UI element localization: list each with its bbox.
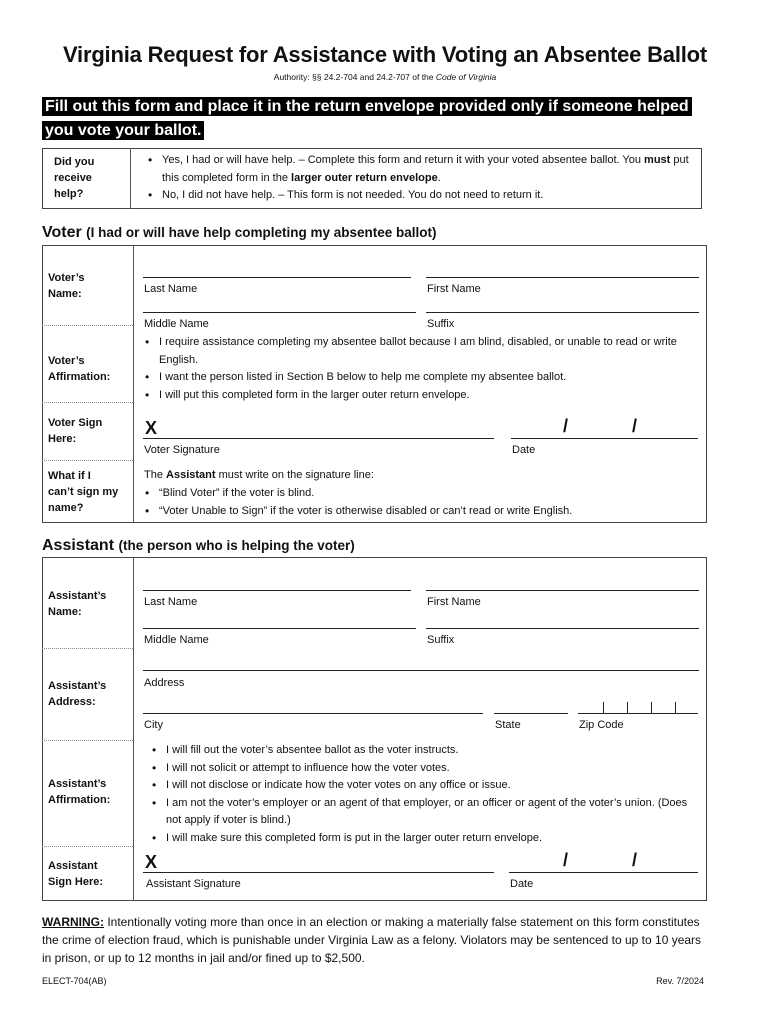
assistant-sign-label: Assistant Sign Here: <box>48 860 104 888</box>
voter-last-name-line[interactable] <box>143 277 411 278</box>
assistant-address-label: Assistant’s Address: <box>48 680 107 708</box>
assistant-affirmation-list <box>150 742 695 847</box>
cant-sign-list <box>143 485 688 520</box>
voter-name-label: Voter’s Name: <box>48 272 85 300</box>
voter-affirmation-list <box>143 334 688 404</box>
assistant-signature-caption: Assistant Signature <box>146 878 241 890</box>
assistant-last-name-line[interactable] <box>143 590 411 591</box>
voter-affirmation-item: • I will put this completed form in the larger outer return envelope. <box>143 387 688 405</box>
voter-first-name-line[interactable] <box>426 277 699 278</box>
assistant-suffix-line[interactable] <box>426 628 699 629</box>
voter-signature-line[interactable] <box>143 438 494 439</box>
help-no-option: • No, I did not have help. – This form is not needed. You do not need to return it. <box>146 187 691 205</box>
voter-signature-caption: Voter Signature <box>144 444 220 456</box>
voter-affirmation-item: • I require assistance completing my absentee ballot because I am blind, disabled, or unable to read or write English. <box>143 334 688 369</box>
form-title: Virginia Request for Assistance with Voting an Absentee Ballot <box>62 42 708 67</box>
assistant-affirmation-label: Assistant’s Affirmation: <box>48 778 111 806</box>
cant-sign-label: What if I can’t sign my name? <box>48 470 119 514</box>
assistant-affirmation-item: • I will not disclose or indicate how the voter votes on any office or issue. <box>150 777 695 795</box>
warning-notice: WARNING: Intentionally voting more than once in an election or making a materially false statement on this form constitutes the crime of election fraud, which is punishable under Virginia Law as a felony. Violators may be sentenced to up to 10 years in prison, or up to 12 months in jail and/or fined up to $2,500. <box>42 915 702 965</box>
assistant-date-line[interactable] <box>509 872 698 873</box>
assistant-affirmation-item: • I will make sure this completed form is put in the larger outer return envelope. <box>150 830 695 848</box>
assistant-zip-line[interactable] <box>578 713 698 714</box>
cant-sign-item: • “Voter Unable to Sign” if the voter is otherwise disabled or can’t read or write English. <box>143 503 688 521</box>
assistant-signature-line[interactable] <box>143 872 494 873</box>
assistant-affirmation-item: • I will fill out the voter’s absentee ballot as the voter instructs. <box>150 742 695 760</box>
voter-date-caption: Date <box>512 444 536 456</box>
voter-last-name-caption: Last Name <box>144 283 198 295</box>
assistant-section-heading: Assistant (the person who is helping the voter) <box>42 537 355 554</box>
assistant-date-caption: Date <box>510 878 534 890</box>
assistant-state-line[interactable] <box>494 713 568 714</box>
assistant-suffix-caption: Suffix <box>427 634 455 646</box>
voter-middle-name-caption: Middle Name <box>144 318 209 330</box>
assistant-first-name-caption: First Name <box>427 596 481 608</box>
voter-affirmation-item: • I want the person listed in Section B below to help me complete my absentee ballot. <box>143 369 688 387</box>
voter-section-heading: Voter (I had or will have help completing my absentee ballot) <box>42 224 437 241</box>
form-id: ELECT-704(AB) <box>42 976 107 986</box>
assistant-state-caption: State <box>495 719 521 731</box>
instruction-banner: Fill out this form and place it in the return envelope provided only if someone helped you vote your ballot. <box>42 95 702 143</box>
voter-suffix-line[interactable] <box>426 312 699 313</box>
voter-suffix-caption: Suffix <box>427 318 455 330</box>
voter-date-line[interactable] <box>511 438 698 439</box>
voter-sign-label: Voter Sign Here: <box>48 417 103 445</box>
help-yes-option: • Yes, I had or will have help. – Complete this form and return it with your voted absentee ballot. You must put this completed form in the larger outer return envelope. <box>146 152 691 187</box>
cant-sign-item: • “Blind Voter” if the voter is blind. <box>143 485 688 503</box>
assistant-city-line[interactable] <box>143 713 483 714</box>
assistant-address-line[interactable] <box>143 670 699 671</box>
help-options <box>146 152 691 205</box>
assistant-address-caption: Address <box>144 677 185 689</box>
authority-line: Authority: §§ 24.2-704 and 24.2-707 of the Code of Virginia <box>273 72 497 82</box>
assistant-middle-name-caption: Middle Name <box>144 634 209 646</box>
assistant-first-name-line[interactable] <box>426 590 699 591</box>
voter-middle-name-line[interactable] <box>143 312 416 313</box>
assistant-sign-x: X <box>145 852 158 872</box>
assistant-last-name-caption: Last Name <box>144 596 198 608</box>
assistant-affirmation-item: • I am not the voter’s employer or an agent of that employer, or an officer or agent of the voter’s union. (Does not apply if voter is blind.) <box>150 795 695 830</box>
assistant-zip-caption: Zip Code <box>579 719 624 731</box>
cant-sign-intro: The Assistant must write on the signature line: <box>144 469 374 481</box>
code-of-virginia: Code of Virginia <box>435 72 497 82</box>
assistant-city-caption: City <box>144 719 163 731</box>
help-label: Did you receive help? <box>54 156 95 200</box>
assistant-affirmation-item: • I will not solicit or attempt to influence how the voter votes. <box>150 760 695 778</box>
assistant-name-label: Assistant’s Name: <box>48 590 107 618</box>
voter-sign-x: X <box>145 418 158 438</box>
voter-affirmation-label: Voter’s Affirmation: <box>48 355 111 383</box>
revision-date: Rev. 7/2024 <box>656 976 704 986</box>
voter-first-name-caption: First Name <box>427 283 481 295</box>
assistant-middle-name-line[interactable] <box>143 628 416 629</box>
